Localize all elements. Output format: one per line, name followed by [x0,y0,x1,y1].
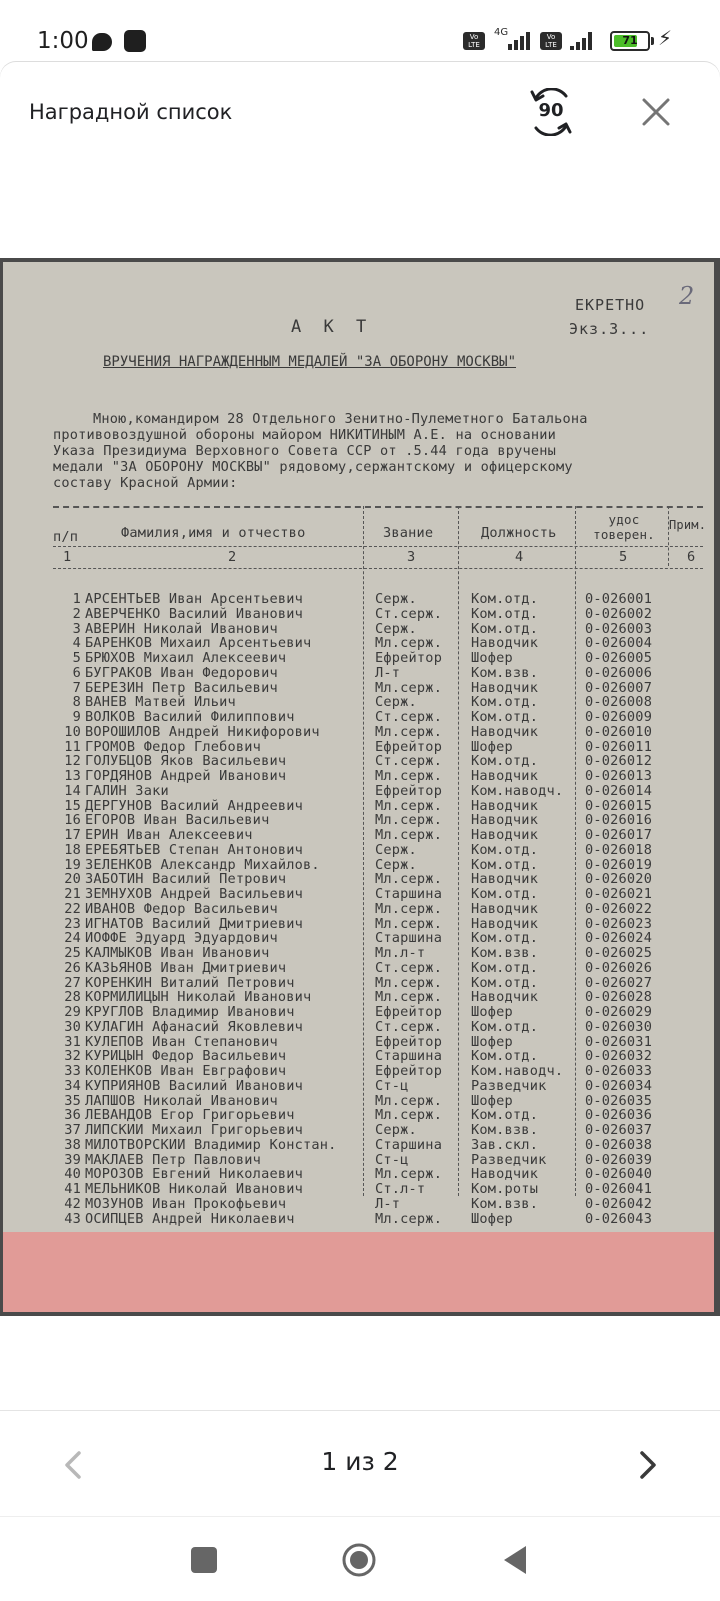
home-button[interactable] [341,1542,377,1578]
row-number: 1 [72,592,81,607]
row-number: 19 [64,857,81,873]
rotate-button[interactable] [526,88,576,136]
row-rank: Ст.серж. [375,1019,443,1035]
row-number: 30 [64,1019,81,1035]
row-certificate: 0-026028 [585,990,653,1006]
row-certificate: 0-026003 [585,621,653,637]
row-name: БРЮХОВ Михаил Алексеевич [85,651,287,666]
row-name: БУГРАКОВ Иван Федорович [85,665,278,681]
row-rank: Мл.серж. [375,872,443,888]
doc-subtitle: ВРУЧЕНИЯ НАГРАЖДЕННЫМ МЕДАЛЕЙ "ЗА ОБОРОНУ МОСКВЫ" [103,354,517,370]
intro-line: Мною,командиром 28 Отдельного Зенитно-Пулеметного Батальона [93,411,588,427]
row-rank: Ефрейтор [375,1005,443,1020]
network-type: 4G [494,27,509,38]
row-position: Шофер [471,1034,513,1050]
row-position: Наводчик [471,990,539,1006]
row-rank: Старшина [375,1137,443,1153]
volte-icon-2: Vo LTE [540,32,562,50]
row-position: Ком.взв. [471,946,539,961]
row-certificate: 0-026017 [585,828,653,843]
battery-tip [651,37,654,45]
row-number: 32 [64,1049,81,1065]
row-certificate: 0-026004 [585,636,653,652]
row-rank: Мл.серж. [375,828,443,843]
page-title: Наградной список [29,100,233,124]
table-rule [668,506,669,566]
col-header: Звание [383,525,434,541]
row-number: 15 [64,798,81,814]
row-position: Ком.отд. [471,1019,539,1035]
row-position: Шофер [471,651,513,666]
row-rank: Ст-ц [375,1152,409,1168]
row-name: КОЛЕНКОВ Иван Евграфович [85,1064,287,1079]
system-navigation-bar [0,1516,720,1601]
row-rank: Старшина [375,931,443,947]
status-time: 1:00 [37,28,89,54]
row-number: 7 [72,680,81,696]
row-position: Ком.отд. [471,592,539,607]
row-number: 20 [64,872,81,888]
row-number: 40 [64,1167,81,1183]
row-certificate: 0-026035 [585,1093,653,1109]
row-position: Наводчик [471,724,539,740]
row-name: ВАНЕВ Матвей Ильич [85,695,236,711]
row-position: Шофер [471,739,513,755]
row-number: 41 [64,1182,81,1197]
row-rank: Ефрейтор [375,1034,443,1050]
row-position: Шофер [471,1093,513,1109]
row-name: КОРМИЛИЦЫН Николай Иванович [85,990,312,1006]
row-position: Наводчик [471,680,539,696]
row-number: 13 [64,769,81,784]
row-number: 29 [64,1005,81,1020]
row-number: 26 [64,960,81,976]
highlight-overlay [3,1232,714,1312]
col-header: удос товерен. [593,512,655,542]
row-rank: Серж. [375,621,417,637]
row-rank: Мл.серж. [375,636,443,652]
row-name: ИОФФЕ Эдуард Эдуардович [85,931,278,947]
row-rank: Ст.серж. [375,606,443,622]
row-rank: Старшина [375,887,443,902]
row-position: Ком.отд. [471,710,539,725]
row-certificate: 0-026025 [585,946,653,961]
row-rank: Мл.серж. [375,769,443,784]
row-number: 24 [64,931,81,947]
row-position: Ком.отд. [471,695,539,711]
row-certificate: 0-026020 [585,872,653,888]
row-position: Разведчик [471,1152,547,1168]
row-position: Наводчик [471,636,539,652]
col-header: п/п [53,529,79,545]
row-name: КРУГЛОВ Владимир Иванович [85,1005,295,1020]
row-rank: Серж. [375,857,417,873]
row-name: ВОЛКОВ Василий Филиппович [85,710,295,725]
row-number: 6 [72,665,81,681]
row-rank: Мл.серж. [375,916,443,932]
row-number: 11 [64,739,81,755]
intro-line: медали "ЗА ОБОРОНУ МОСКВЫ" рядовому,сержантскому и офицерскому [53,459,573,475]
row-name: ЗЕМНУХОВ Андрей Васильевич [85,887,303,902]
row-number: 8 [72,695,81,711]
row-certificate: 0-026009 [585,710,653,725]
row-certificate: 0-026034 [585,1078,653,1094]
row-position: Ком.отд. [471,857,539,873]
table-rule [53,546,703,547]
row-name: ГРОМОВ Федор Глебович [85,739,262,755]
row-name: ЕГОРОВ Иван Васильевич [85,813,270,829]
back-icon [500,1543,530,1577]
row-name: ГОРДЯНОВ Андрей Иванович [85,769,287,784]
row-position: Ком.отд. [471,1049,539,1065]
recents-button[interactable] [191,1547,217,1573]
row-number: 18 [64,842,81,858]
row-rank: Мл.л-т [375,946,426,961]
row-certificate: 0-026015 [585,798,653,814]
row-rank: Мл.серж. [375,798,443,814]
row-certificate: 0-026032 [585,1049,653,1065]
row-name: КАЛМЫКОВ Иван Иванович [85,946,270,961]
row-name: ЛАПШОВ Николай Иванович [85,1093,278,1109]
row-number: 22 [64,901,81,917]
row-rank: Старшина [375,1049,443,1065]
row-certificate: 0-026023 [585,916,653,932]
col-number: 5 [619,549,628,565]
row-certificate: 0-026033 [585,1064,653,1079]
row-rank: Ефрейтор [375,739,443,755]
page-indicator: 1 из 2 [321,1447,399,1476]
row-number: 28 [64,990,81,1006]
row-rank: Мл.серж. [375,990,443,1006]
row-certificate: 0-026005 [585,651,653,666]
row-rank: Мл.серж. [375,1093,443,1109]
signal-icon-2 [570,30,592,50]
app-notification-icon [124,30,146,52]
row-certificate: 0-026030 [585,1019,653,1035]
chat-notification-icon [92,33,112,51]
row-position: Наводчик [471,769,539,784]
row-certificate: 0-026031 [585,1034,653,1050]
row-position: Ком.наводч. [471,1064,564,1079]
row-position: Наводчик [471,901,539,917]
row-rank: Мл.серж. [375,975,443,991]
battery-icon [610,31,650,51]
row-rank: Ефрейтор [375,1064,443,1079]
table-rule [363,506,364,1196]
rotate-label: 90 [538,100,564,121]
row-position: Ком.отд. [471,1108,539,1124]
row-rank: Мл.серж. [375,813,443,829]
row-rank: Л-т [375,665,401,681]
row-number: 5 [72,651,81,666]
row-number: 37 [64,1123,81,1138]
row-position: Наводчик [471,798,539,814]
row-certificate: 0-026008 [585,695,653,711]
row-name: КАЗЬЯНОВ Иван Дмитриевич [85,960,287,976]
row-certificate: 0-026039 [585,1152,653,1168]
row-rank: Мл.серж. [375,1167,443,1183]
row-position: Разведчик [471,1078,547,1094]
col-number: 3 [407,549,416,565]
charging-icon: ⚡ [658,26,673,50]
row-name: КУЛЕПОВ Иван Степанович [85,1034,278,1050]
col-number: 2 [228,549,237,565]
row-position: Наводчик [471,828,539,843]
row-rank: Ст.серж. [375,710,443,725]
row-name: ГАЛИН Заки [85,783,169,799]
back-button[interactable] [500,1543,530,1577]
row-certificate: 0-026041 [585,1182,653,1197]
row-position: Зав.скл. [471,1137,539,1153]
table-rule [575,506,576,1196]
intro-line: противовоздушной обороны майором НИКИТИНЫМ А.Е. на основании [53,427,557,443]
row-name: КУРИЦЫН Федор Васильевич [85,1049,287,1065]
row-number: 34 [64,1078,81,1094]
row-certificate: 0-026002 [585,606,653,622]
row-name: АРСЕНТЬЕВ Иван Арсентьевич [85,592,303,607]
row-position: Наводчик [471,813,539,829]
volte-icon: Vo LTE [463,32,485,50]
row-rank: Ст.серж. [375,960,443,976]
row-certificate: 0-026022 [585,901,653,917]
row-certificate: 0-026010 [585,724,653,740]
col-header: Прим. [669,518,707,532]
row-rank: Серж. [375,592,417,607]
row-rank: Ефрейтор [375,651,443,666]
row-number: 43 [64,1211,81,1227]
row-number: 35 [64,1093,81,1109]
row-certificate: 0-026011 [585,739,653,755]
row-name: ДЕРГУНОВ Василий Андреевич [85,798,303,814]
row-certificate: 0-026026 [585,960,653,976]
row-certificate: 0-026021 [585,887,653,902]
row-name: ВОРОШИЛОВ Андрей Никифорович [85,724,320,740]
close-button[interactable] [636,92,676,132]
row-number: 25 [64,946,81,961]
row-number: 4 [72,636,81,652]
table-rule [458,506,459,1196]
pager-bar [0,1410,720,1517]
row-certificate: 0-026007 [585,680,653,696]
row-name: МЕЛЬНИКОВ Николай Иванович [85,1182,303,1197]
row-certificate: 0-026016 [585,813,653,829]
row-name: ЕРИН Иван Алексеевич [85,828,253,843]
stamp-copy: Экз.3... [569,320,650,338]
viewer-header [0,62,720,163]
row-number: 3 [72,621,81,637]
row-number: 9 [72,710,81,725]
row-number: 27 [64,975,81,991]
row-position: Наводчик [471,872,539,888]
col-header: Фамилия,имя и отчество [121,525,306,541]
row-number: 14 [64,783,81,799]
row-rank: Мл.серж. [375,1108,443,1124]
row-name: ИГНАТОВ Василий Дмитриевич [85,916,303,932]
row-certificate: 0-026012 [585,754,653,770]
row-number: 21 [64,887,81,902]
row-position: Ком.отд. [471,754,539,770]
table-rule [53,568,703,569]
row-certificate: 0-026024 [585,931,653,947]
row-position: Шофер [471,1211,513,1227]
home-icon [341,1542,377,1578]
row-rank: Серж. [375,1123,417,1138]
row-rank: Мл.серж. [375,680,443,696]
col-number: 1 [63,549,72,565]
table-rule [53,506,703,508]
row-rank: Ст.серж. [375,754,443,770]
row-number: 42 [64,1196,81,1212]
row-name: АВЕРИН Николай Иванович [85,621,278,637]
row-certificate: 0-026018 [585,842,653,858]
row-rank: Ст-ц [375,1078,409,1094]
row-position: Ком.отд. [471,960,539,976]
row-name: ЕРЕБЯТЬЕВ Степан Антонович [85,842,303,858]
row-position: Ком.отд. [471,606,539,622]
row-certificate: 0-026006 [585,665,653,681]
row-certificate: 0-026029 [585,1005,653,1020]
row-certificate: 0-026027 [585,975,653,991]
row-name: ЛИПСКИЙ Михаил Григорьевич [85,1123,303,1138]
row-number: 31 [64,1034,81,1050]
row-rank: Мл.серж. [375,901,443,917]
next-page-button[interactable] [630,1447,666,1483]
row-certificate: 0-026036 [585,1108,653,1124]
page-mark: 2 [679,282,695,310]
row-position: Ком.отд. [471,931,539,947]
row-name: МАКЛАЕВ Петр Павлович [85,1152,262,1168]
row-rank: Серж. [375,842,417,858]
row-position: Ком.отд. [471,887,539,902]
row-name: ОСИПЦЕВ Андрей Николаевич [85,1211,295,1227]
row-position: Ком.отд. [471,842,539,858]
row-rank: Ст.л-т [375,1182,426,1197]
close-icon [636,92,676,132]
row-name: БАРЕНКОВ Михаил Арсентьевич [85,636,312,652]
row-certificate: 0-026038 [585,1137,653,1153]
row-name: МИЛОТВОРСКИЙ Владимир Констан. [85,1137,337,1153]
chevron-left-icon [55,1447,91,1483]
row-number: 10 [64,724,81,740]
signal-icon [508,30,530,50]
chevron-right-icon [630,1447,666,1483]
row-certificate: 0-026037 [585,1123,653,1138]
row-position: Ком.роты [471,1182,539,1197]
row-number: 38 [64,1137,81,1153]
row-rank: Мл.серж. [375,724,443,740]
document-page [3,262,714,1312]
prev-page-button[interactable] [55,1447,91,1483]
row-position: Ком.взв. [471,1123,539,1138]
row-certificate: 0-026014 [585,783,653,799]
col-number: 4 [515,549,524,565]
col-number: 6 [687,549,696,565]
row-name: ЗЕЛЕНКОВ Александр Михайлов. [85,857,320,873]
row-name: КУПРИЯНОВ Василий Иванович [85,1078,303,1094]
row-number: 33 [64,1064,81,1079]
row-position: Ком.взв. [471,665,539,681]
row-position: Ком.взв. [471,1196,539,1212]
row-name: АВЕРЧЕНКО Василий Иванович [85,606,303,622]
row-name: ГОЛУБЦОВ Яков Васильевич [85,754,287,770]
row-position: Наводчик [471,916,539,932]
row-name: КУЛАГИН Афанасий Яковлевич [85,1019,303,1035]
row-name: КОРЕНКИН Виталий Петрович [85,975,295,991]
row-rank: Л-т [375,1196,401,1212]
row-rank: Ефрейтор [375,783,443,799]
row-rank: Серж. [375,695,417,711]
row-position: Шофер [471,1005,513,1020]
row-certificate: 0-026001 [585,592,653,607]
row-name: МОЗУНОВ Иван Прокофьевич [85,1196,287,1212]
intro-line: составу Красной Армии: [53,475,238,491]
row-name: МОРОЗОВ Евгений Николаевич [85,1167,303,1183]
col-header: Должность [481,525,557,541]
row-certificate: 0-026013 [585,769,653,784]
doc-title: А К Т [291,317,373,337]
row-position: Ком.отд. [471,975,539,991]
row-number: 39 [64,1152,81,1168]
row-name: ЛЕВАНДОВ Егор Григорьевич [85,1108,295,1124]
row-certificate: 0-026042 [585,1196,653,1212]
row-number: 2 [72,606,81,622]
row-number: 12 [64,754,81,770]
row-name: БЕРЕЗИН Петр Васильевич [85,680,278,696]
intro-line: Указа Президиума Верховного Совета ССР от .5.44 года вручены [53,443,557,459]
battery-level: 71 [622,34,638,47]
row-certificate: 0-026043 [585,1211,653,1227]
row-rank: Мл.серж. [375,1211,443,1227]
stamp-secret: ЕКРЕТНО [575,296,646,314]
row-number: 17 [64,828,81,843]
row-name: ИВАНОВ Федор Васильевич [85,901,278,917]
row-certificate: 0-026040 [585,1167,653,1183]
row-number: 36 [64,1108,81,1124]
row-position: Ком.отд. [471,621,539,637]
row-position: Ком.наводч. [471,783,564,799]
row-number: 23 [64,916,81,932]
row-certificate: 0-026019 [585,857,653,873]
row-number: 16 [64,813,81,829]
row-position: Наводчик [471,1167,539,1183]
row-name: ЗАБОТИН Василий Петрович [85,872,287,888]
